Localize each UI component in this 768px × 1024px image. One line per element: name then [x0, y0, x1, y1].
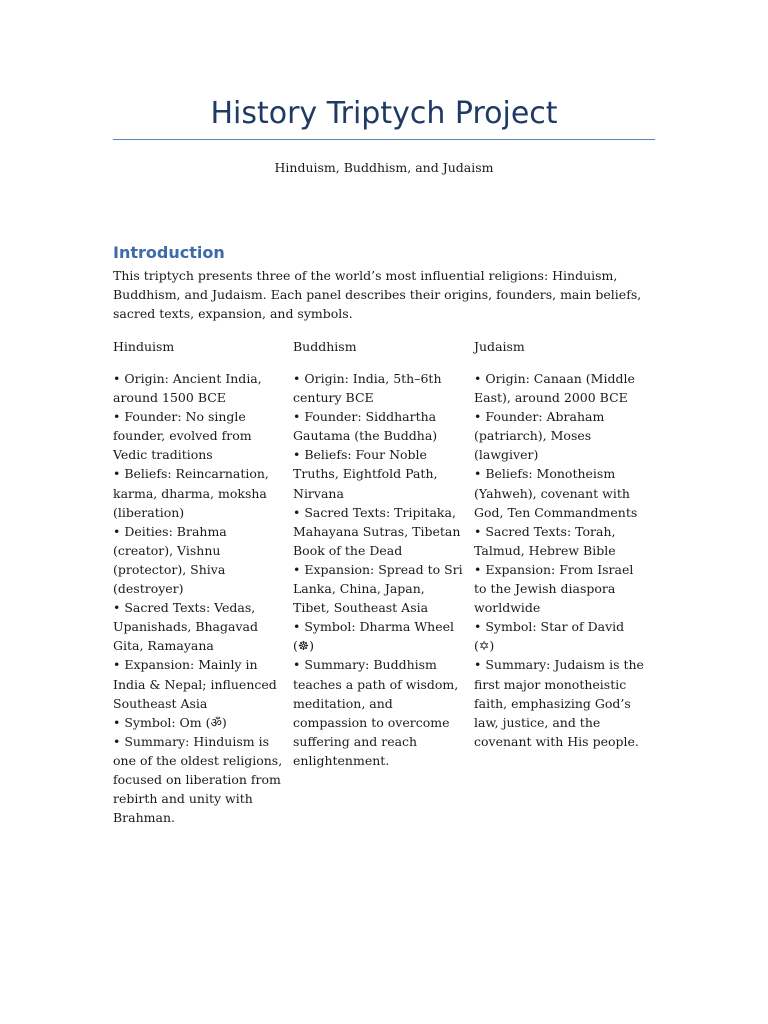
hinduism-beliefs: • Beliefs: Reincarnation, karma, dharma, moksha (liberation) [113, 466, 269, 520]
judaism-founder: • Founder: Abraham (patriarch), Moses (lawgiver) [474, 409, 605, 463]
buddhism-symbol: • Symbol: Dharma Wheel (☸) [293, 619, 455, 654]
judaism-beliefs: • Beliefs: Monotheism (Yahweh), covenant with God, Ten Commandments [474, 466, 638, 520]
document-subtitle: Hinduism, Buddhism, and Judaism [274, 160, 494, 175]
hinduism-origin: • Origin: Ancient India, around 1500 BCE [113, 371, 262, 406]
column-hinduism [113, 369, 285, 827]
judaism-summary: • Summary: Judaism is the first major monotheistic faith, emphasizing God’s law, justice, and the covenant with His people. [474, 657, 644, 749]
buddhism-beliefs: • Beliefs: Four Noble Truths, Eightfold Path, Nirvana [293, 447, 438, 501]
title-underline [113, 139, 655, 140]
judaism-expansion: • Expansion: From Israel to the Jewish diaspora worldwide [474, 561, 634, 616]
buddhism-expansion: • Expansion: Spread to Sri Lanka, China, Japan, Tibet, Southeast Asia [293, 561, 463, 616]
column-buddhism [293, 369, 465, 770]
hinduism-founder: • Founder: No single founder, evolved from Vedic traditions [113, 409, 252, 463]
column-heading-buddhism: Buddhism [293, 339, 357, 354]
column-judaism [474, 369, 646, 751]
hinduism-symbol: • Symbol: Om (ॐ) [113, 714, 227, 730]
judaism-sacred-texts: • Sacred Texts: Torah, Talmud, Hebrew Bible [474, 523, 616, 558]
document-title: History Triptych Project [210, 96, 558, 131]
hinduism-summary: • Summary: Hinduism is one of the oldest religions, focused on liberation from rebirth and unity with Brahman. [113, 733, 283, 826]
judaism-symbol: • Symbol: Star of David (✡) [474, 619, 625, 654]
buddhism-origin: • Origin: India, 5th–6th century BCE [293, 371, 442, 406]
column-heading-judaism: Judaism [474, 339, 525, 354]
introduction-paragraph: This triptych presents three of the world’s most influential religions: Hinduism, Buddhism, and Judaism. Each panel describes their origins, founders, main beliefs, sacred texts, expansion, and symbols. [113, 268, 642, 321]
introduction-heading: Introduction [113, 243, 225, 262]
buddhism-summary: • Summary: Buddhism teaches a path of wisdom, meditation, and compassion to overcome suffering and reach enlightenment. [293, 657, 459, 768]
hinduism-expansion: • Expansion: Mainly in India & Nepal; influenced Southeast Asia [113, 657, 277, 711]
hinduism-deities: • Deities: Brahma (creator), Vishnu (protector), Shiva (destroyer) [113, 523, 227, 597]
hinduism-sacred-texts: • Sacred Texts: Vedas, Upanishads, Bhagavad Gita, Ramayana [113, 600, 258, 654]
buddhism-founder: • Founder: Siddhartha Gautama (the Buddha) [293, 409, 438, 444]
buddhism-sacred-texts: • Sacred Texts: Tripitaka, Mahayana Sutras, Tibetan Book of the Dead [293, 504, 461, 558]
column-heading-hinduism: Hinduism [113, 339, 175, 354]
judaism-origin: • Origin: Canaan (Middle East), around 2000 BCE [474, 371, 635, 406]
